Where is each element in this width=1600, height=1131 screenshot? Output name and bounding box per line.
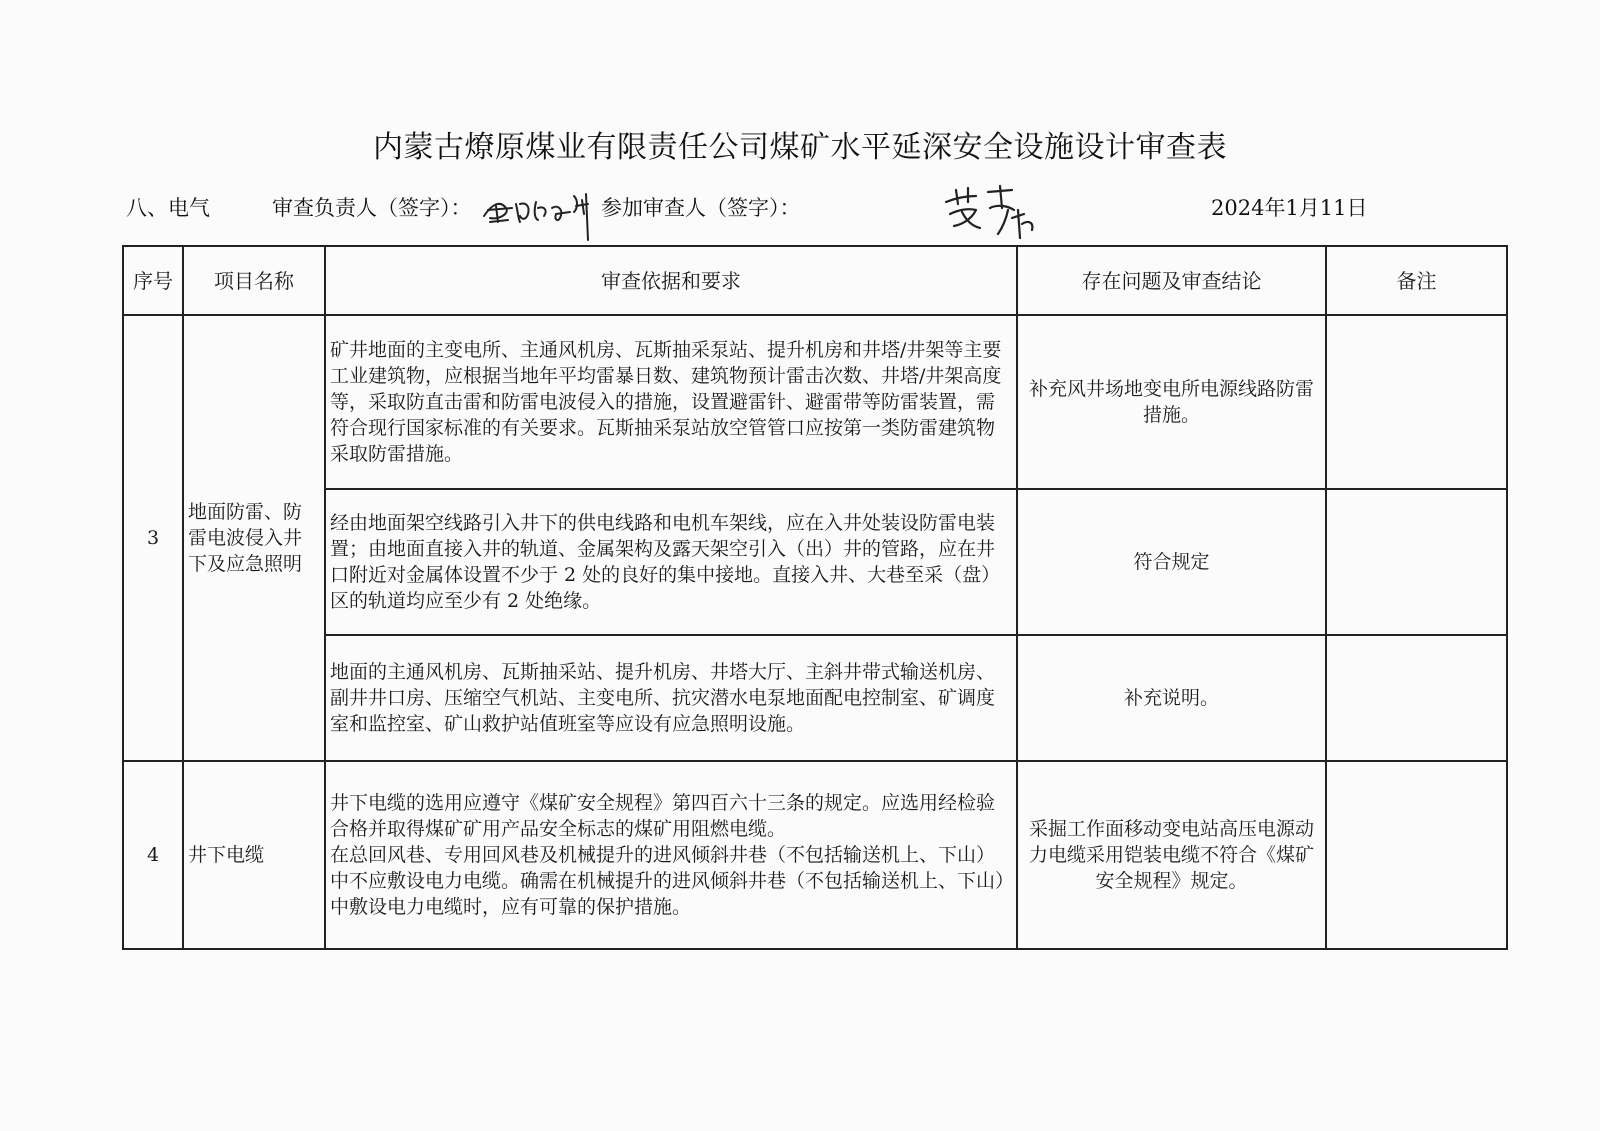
header-no: 序号 (123, 246, 183, 315)
participant-label: 参加审查人（签字）： (601, 196, 801, 220)
reviewer-label: 审查负责人（签字）： (272, 196, 472, 220)
review-remark (1326, 761, 1507, 949)
review-remark (1326, 489, 1507, 635)
table-row (123, 315, 1507, 489)
table-row (123, 761, 1507, 949)
row-no: 3 (123, 315, 183, 761)
review-basis: 矿井地面的主变电所、主通风机房、瓦斯抽采泵站、提升机房和井塔/井架等主要工业建筑物，应根据当地年平均雷暴日数、建筑物预计雷击次数、井塔/井架高度等，采取防直击雷和防雷电波侵入的措施，设置避雷针、避雷带等防雷装置，需符合现行国家标准的有关要求。瓦斯抽采泵站放空管管口应按第一类防雷建筑物采取防雷措施。 (325, 315, 1017, 489)
section-label: 八、电气 (126, 196, 210, 220)
review-conclusion: 采掘工作面移动变电站高压电源动力电缆采用铠装电缆不符合《煤矿安全规程》规定。 (1017, 761, 1326, 949)
review-basis: 经由地面架空线路引入井下的供电线路和电机车架线，应在入井处装设防雷电装置；由地面直接入井的轨道、金属架构及露天架空引入（出）井的管路，应在井口附近对金属体设置不少于 2 处的良好的集中接地。直接入井、大巷至采（盘）区的轨道均应至少有 2 处绝缘。 (325, 489, 1017, 635)
header-remark: 备注 (1326, 246, 1507, 315)
review-conclusion: 补充风井场地变电所电源线路防雷措施。 (1017, 315, 1326, 489)
review-remark (1326, 635, 1507, 761)
review-conclusion: 补充说明。 (1017, 635, 1326, 761)
table-row (123, 635, 1507, 761)
header-conclusion: 存在问题及审查结论 (1017, 246, 1326, 315)
review-conclusion: 符合规定 (1017, 489, 1326, 635)
header-basis: 审查依据和要求 (325, 246, 1017, 315)
review-basis: 地面的主通风机房、瓦斯抽采站、提升机房、井塔大厅、主斜井带式输送机房、副井井口房、压缩空气机站、主变电所、抗灾潜水电泵地面配电控制室、矿调度室和监控室、矿山救护站值班室等应设有应急照明设施。 (325, 635, 1017, 761)
document-title: 内蒙古燎原煤业有限责任公司煤矿水平延深安全设施设计审查表 (373, 130, 1227, 165)
review-date: 2024年1月11日 (1211, 196, 1368, 220)
row-item-name: 井下电缆 (183, 761, 325, 949)
reviewer-signature (478, 186, 608, 242)
review-basis: 井下电缆的选用应遵守《煤矿安全规程》第四百六十三条的规定。应选用经检验合格并取得煤矿矿用产品安全标志的煤矿用阻燃电缆。 在总回风巷、专用回风巷及机械提升的进风倾斜井巷（不包括输送机上、下山）中不应敷设电力电缆。确需在机械提升的进风倾斜井巷（不包括输送机上、下山）中敷设电力电缆时，应有可靠的保护措施。 (325, 761, 1017, 949)
header-name: 项目名称 (183, 246, 325, 315)
review-table (122, 245, 1508, 950)
row-no: 4 (123, 761, 183, 949)
row-item-name: 地面防雷、防雷电波侵入井下及应急照明 (183, 315, 325, 761)
table-header-row (123, 246, 1507, 315)
participant-signature (942, 180, 1042, 242)
table-row (123, 489, 1507, 635)
review-remark (1326, 315, 1507, 489)
